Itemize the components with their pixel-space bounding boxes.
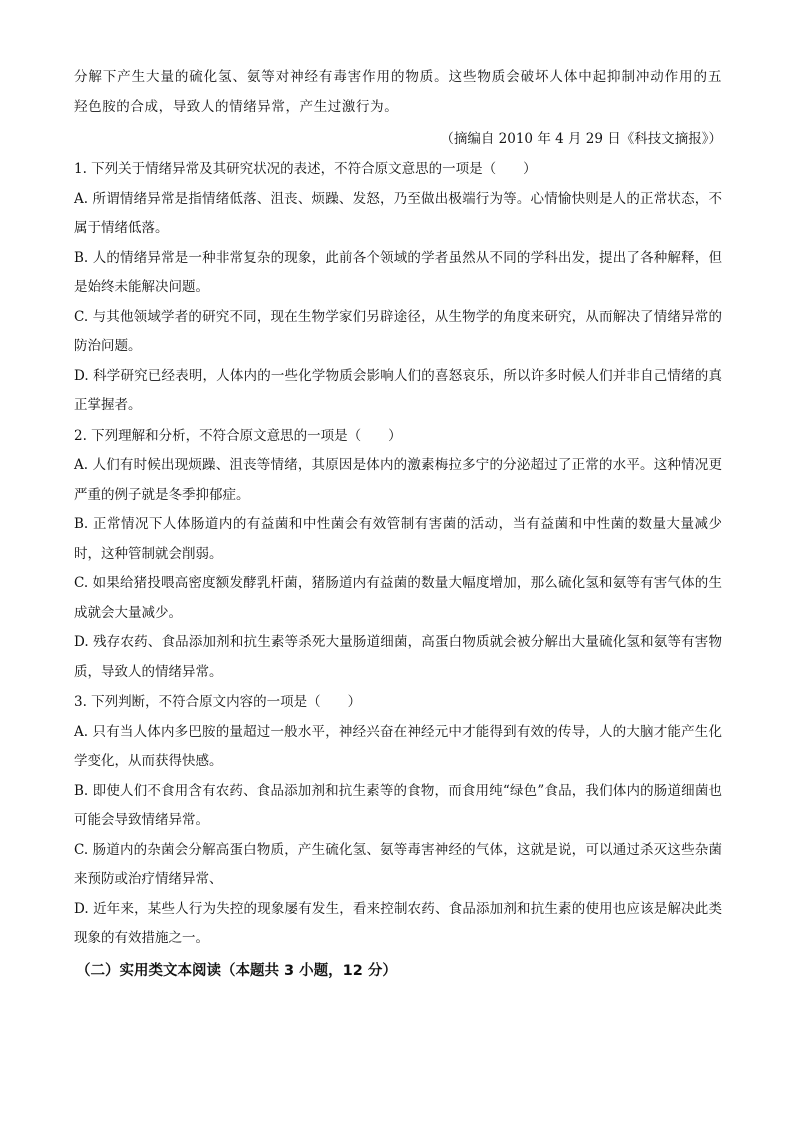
option-b: B. 即使人们不食用含有农药、食品添加剂和抗生素等的食物，而食用纯“绿色”食品，我们体内的肠道细菌也可能会导致情绪异常。: [74, 782, 722, 828]
option-a: A. 人们有时候出现烦躁、沮丧等情绪，其原因是体内的激素梅拉多宁的分泌超过了正常的水平。这种情况更严重的例子就是冬季抑郁症。: [74, 457, 722, 503]
question-2: [74, 422, 722, 688]
document-page: [74, 62, 722, 986]
option-b: B. 人的情绪异常是一种非常复杂的现象，此前各个领域的学者虽然从不同的学科出发，提出了各种解释，但是始终未能解决问题。: [74, 249, 722, 295]
option-d: D. 科学研究已经表明，人体内的一些化学物质会影响人们的喜怒哀乐，所以许多时候人们并非自己情绪的真正掌握者。: [74, 367, 722, 413]
option-d: D. 近年来，某些人行为失控的现象屡有发生，看来控制农药、食品添加剂和抗生素的使用也应该是解决此类现象的有效措施之一。: [74, 900, 722, 946]
option-a: A. 所谓情绪异常是指情绪低落、沮丧、烦躁、发怒，乃至做出极端行为等。心情愉快则是人的正常状态，不属于情绪低落。: [74, 190, 722, 236]
source-citation: （摘编自 2010 年 4 月 29 日《科技文摘报》）: [440, 131, 722, 147]
question-stem: 3. 下列判断，不符合原文内容的一项是（ ）: [74, 694, 362, 710]
intro-paragraph: 分解下产生大量的硫化氢、氨等对神经有毒害作用的物质。这些物质会破坏人体中起抑制冲动作用的五羟色胺的合成，导致人的情绪异常，产生过激行为。: [74, 69, 722, 115]
question-1: [74, 155, 722, 421]
option-b: B. 正常情况下人体肠道内的有益菌和中性菌会有效管制有害菌的活动，当有益菌和中性菌的数量大量减少时，这种管制就会削弱。: [74, 516, 722, 562]
option-c: C. 如果给猪投喂高密度额发酵乳杆菌，猪肠道内有益菌的数量大幅度增加，那么硫化氢和氨等有害气体的生成就会大量减少。: [74, 575, 722, 621]
option-c: C. 与其他领域学者的研究不同，现在生物学家们另辟途径，从生物学的角度来研究，从而解决了情绪异常的防治问题。: [74, 308, 722, 354]
section-heading: （二）实用类文本阅读（本题共 3 小题，12 分）: [76, 962, 397, 979]
option-c: C. 肠道内的杂菌会分解高蛋白物质，产生硫化氢、氨等毒害神经的气体，这就是说，可以通过杀灭这些杂菌来预防或治疗情绪异常、: [74, 841, 722, 887]
question-3: [74, 688, 722, 954]
question-stem: 2. 下列理解和分析，不符合原文意思的一项是（ ）: [74, 427, 402, 444]
question-stem: 1. 下列关于情绪异常及其研究状况的表述，不符合原文意思的一项是（ ）: [74, 161, 537, 177]
option-d: D. 残存农药、食品添加剂和抗生素等杀死大量肠道细菌，高蛋白物质就会被分解出大量硫化氢和氨等有害物质，导致人的情绪异常。: [74, 634, 722, 680]
option-a: A. 只有当人体内多巴胺的量超过一般水平，神经兴奋在神经元中才能得到有效的传导，人的大脑才能产生化学变化，从而获得快感。: [74, 723, 722, 769]
